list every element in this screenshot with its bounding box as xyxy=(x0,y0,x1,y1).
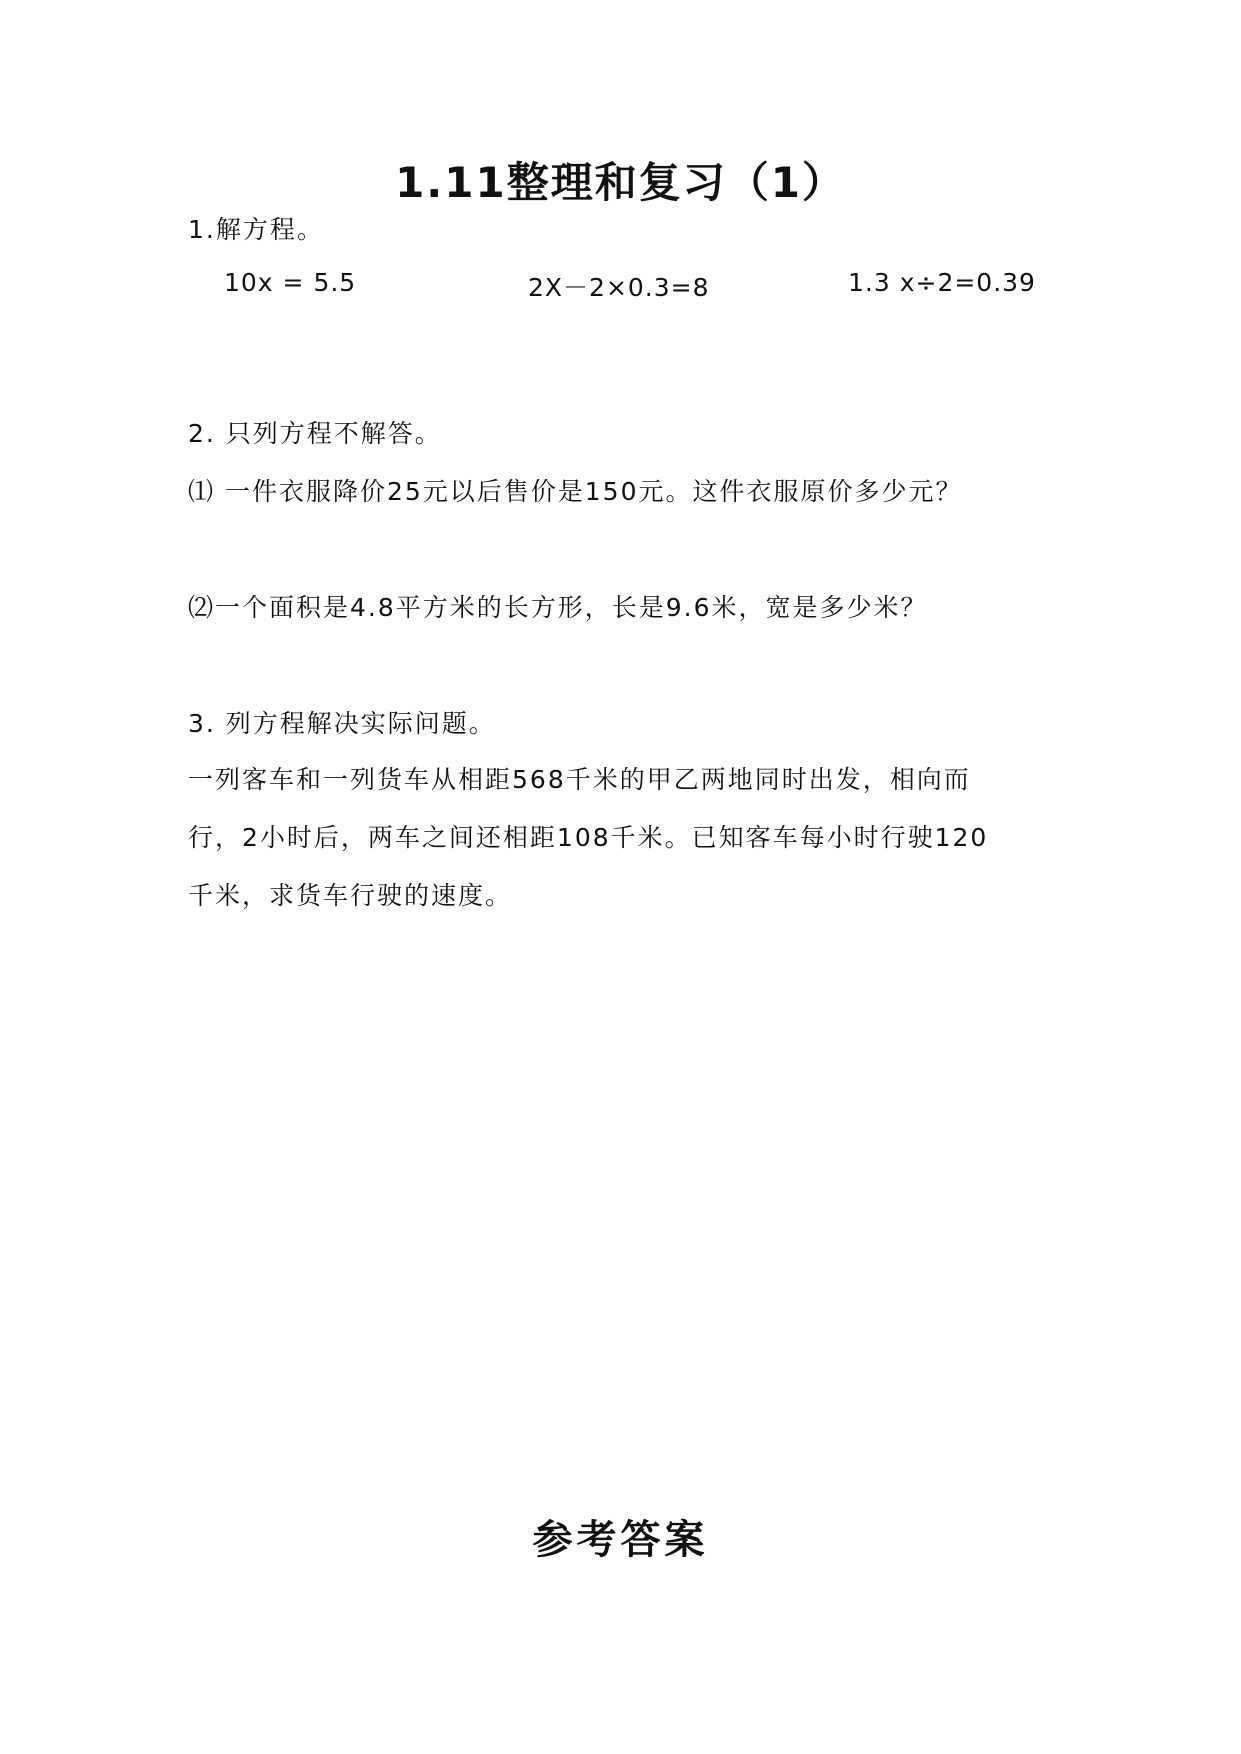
equation-2: 2X－2×0.3=8 xyxy=(528,273,710,302)
problem-3-line-2: 行，2小时后，两车之间还相距108千米。已知客车每小时行驶120 xyxy=(188,823,989,852)
equation-1: 10x = 5.5 xyxy=(224,268,357,297)
problem-3-line-1: 一列客车和一列货车从相距568千米的甲乙两地同时出发，相向而 xyxy=(188,765,971,794)
page-title: 1.11整理和复习（1） xyxy=(395,158,846,207)
question-2-2: ⑵一个面积是4.8平方米的长方形，长是9.6米，宽是多少米？ xyxy=(188,593,928,622)
section-2-heading: 2. 只列方程不解答。 xyxy=(188,419,442,448)
answer-heading: 参考答案 xyxy=(532,1517,709,1563)
section-3-heading: 3. 列方程解决实际问题。 xyxy=(188,709,496,738)
problem-3-line-3: 千米，求货车行驶的速度。 xyxy=(188,881,513,910)
question-2-1: ⑴ 一件衣服降价25元以后售价是150元。这件衣服原价多少元？ xyxy=(188,477,963,506)
section-1-heading: 1.解方程。 xyxy=(188,215,324,244)
equation-3: 1.3 x÷2=0.39 xyxy=(848,268,1036,297)
